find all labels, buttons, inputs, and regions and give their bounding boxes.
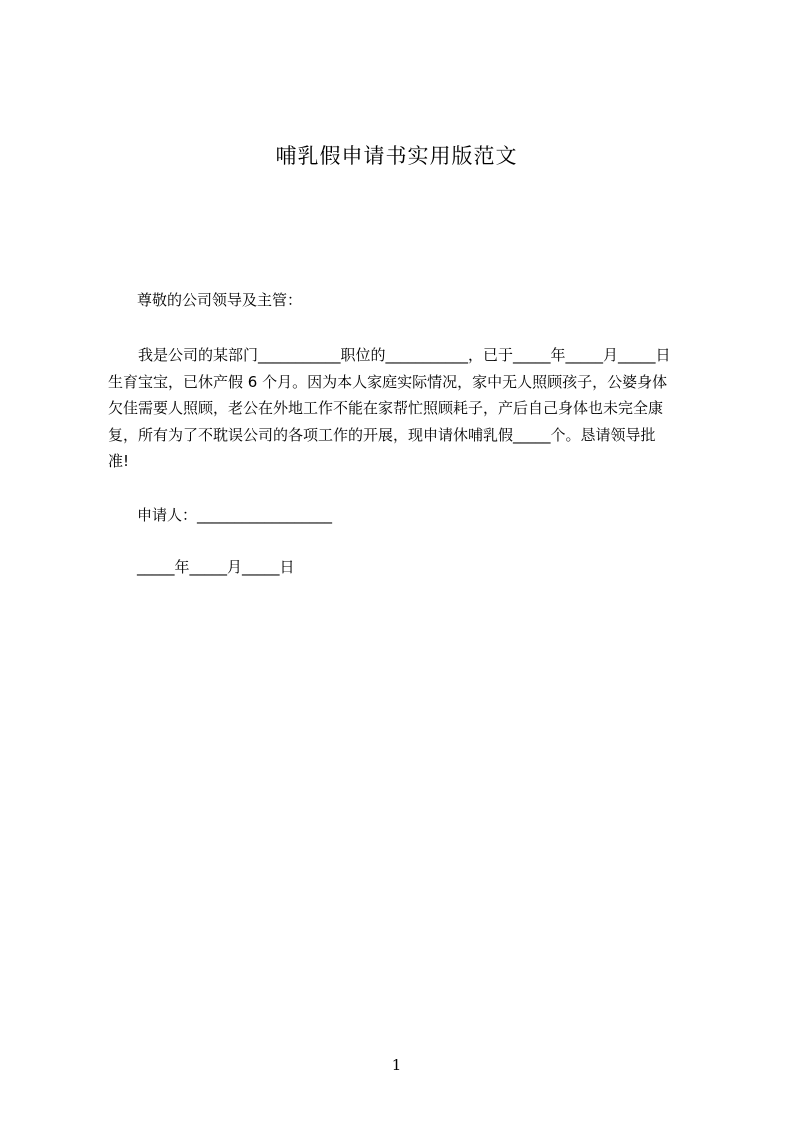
body-line: 我是公司的某部门___________职位的___________，已于_____年_____月_____日 [138,346,671,364]
body-line: 准! [108,452,130,470]
body-paragraph [108,342,708,475]
body-line: 复，所有为了不耽误公司的各项工作的开展，现申请休哺乳假_____个。恳请领导批 [108,425,656,444]
page-number: 1 [391,1056,402,1074]
document-title: 哺乳假申请书实用版范文 [275,144,518,168]
date-line: _____年_____月_____日 [137,558,295,576]
greeting-line: 尊敬的公司领导及主管： [137,291,303,309]
applicant-line: 申请人：__________________ [137,506,333,524]
body-line: 欠佳需要人照顾，老公在外地工作不能在家帮忙照顾耗子，产后自己身体也未完全康 [108,399,664,417]
body-line: 生育宝宝，已休产假 6 个月。因为本人家庭实际情况，家中无人照顾孩子，公婆身体 [108,372,668,391]
